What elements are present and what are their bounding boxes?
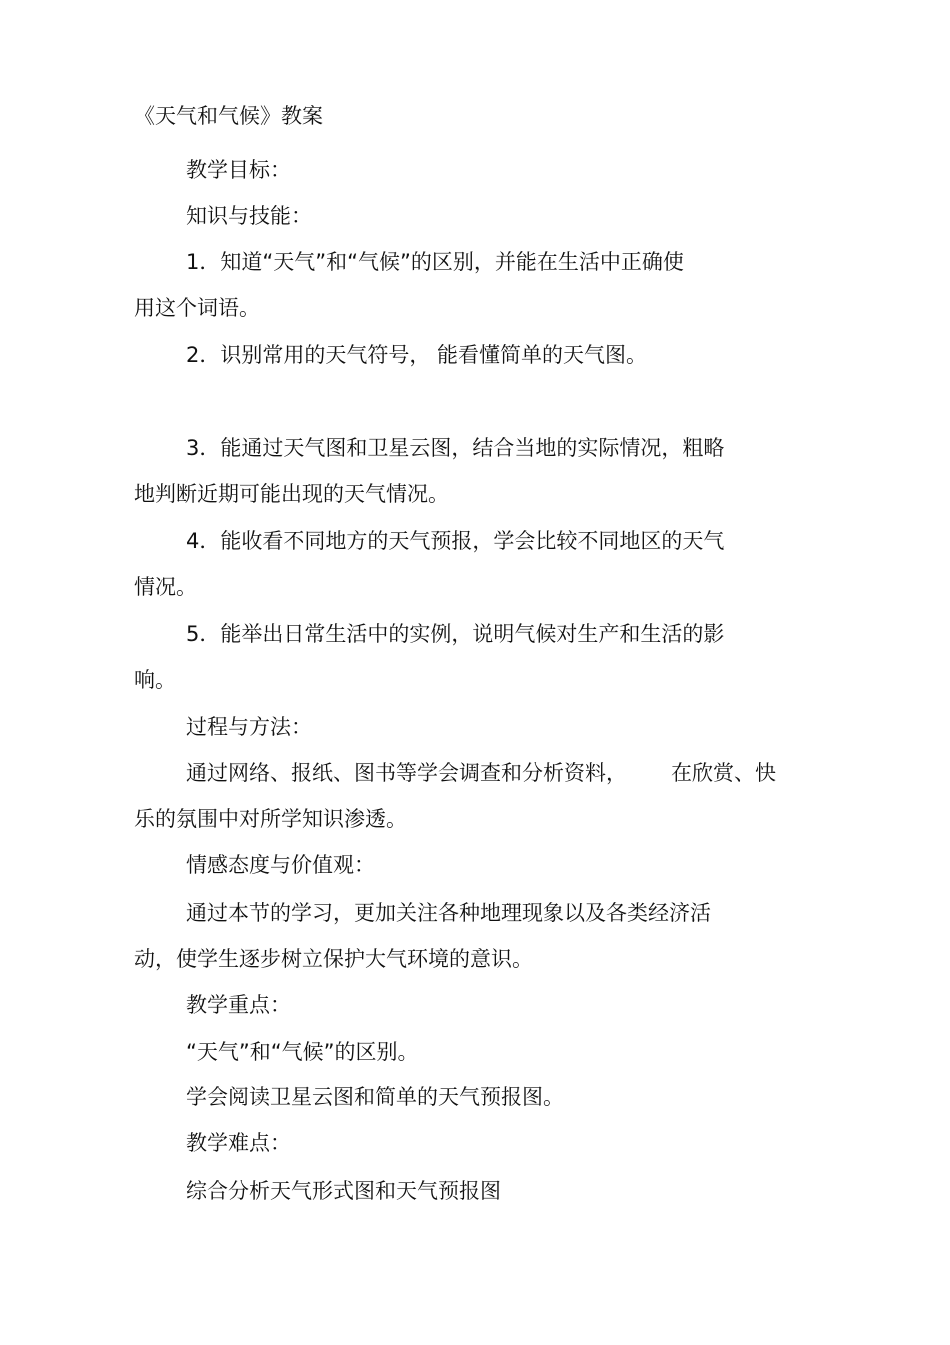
attitude-heading: 情感态度与价值观： — [186, 853, 375, 877]
objective-item-2: 2．识别常用的天气符号， 能看懂简单的天气图。 — [186, 343, 648, 367]
difficulty-1: 综合分析天气形式图和天气预报图 — [186, 1179, 501, 1203]
objective-item-3-line-2: 地判断近期可能出现的天气情况。 — [134, 482, 449, 506]
key-points-heading: 教学重点： — [186, 993, 291, 1017]
process-line-1 — [186, 759, 776, 787]
objective-item-5-line-2: 响。 — [134, 668, 176, 692]
objective-item-1-line-1: 1．知道“天气”和“气候”的区别，并能在生活中正确使 — [186, 250, 684, 274]
objective-item-1-line-2: 用这个词语。 — [134, 296, 260, 320]
key-point-2: 学会阅读卫星云图和简单的天气预报图。 — [186, 1085, 564, 1109]
objective-item-4-line-2: 情况。 — [134, 575, 197, 599]
objective-item-3-line-1: 3．能通过天气图和卫星云图，结合当地的实际情况，粗略 — [186, 436, 725, 460]
attitude-line-2: 动，使学生逐步树立保护大气环境的意识。 — [134, 947, 533, 971]
objectives-heading: 教学目标： — [186, 158, 291, 182]
process-heading: 过程与方法： — [186, 715, 312, 739]
process-line-2: 乐的氛围中对所学知识渗透。 — [134, 807, 407, 831]
key-point-1: “天气”和“气候”的区别。 — [186, 1040, 419, 1064]
difficulties-heading: 教学难点： — [186, 1131, 291, 1155]
knowledge-heading: 知识与技能： — [186, 204, 312, 228]
process-line-1-part-a: 通过网络、报纸、图书等学会调查和分析资料， — [186, 761, 627, 785]
objective-item-5-line-1: 5．能举出日常生活中的实例，说明气候对生产和生活的影 — [186, 622, 725, 646]
attitude-line-1: 通过本节的学习，更加关注各种地理现象以及各类经济活 — [186, 901, 711, 925]
process-line-1-part-b: 在欣赏、快 — [671, 761, 776, 785]
objective-item-4-line-1: 4．能收看不同地方的天气预报，学会比较不同地区的天气 — [186, 529, 725, 553]
document-title: 《天气和气候》教案 — [134, 104, 323, 128]
